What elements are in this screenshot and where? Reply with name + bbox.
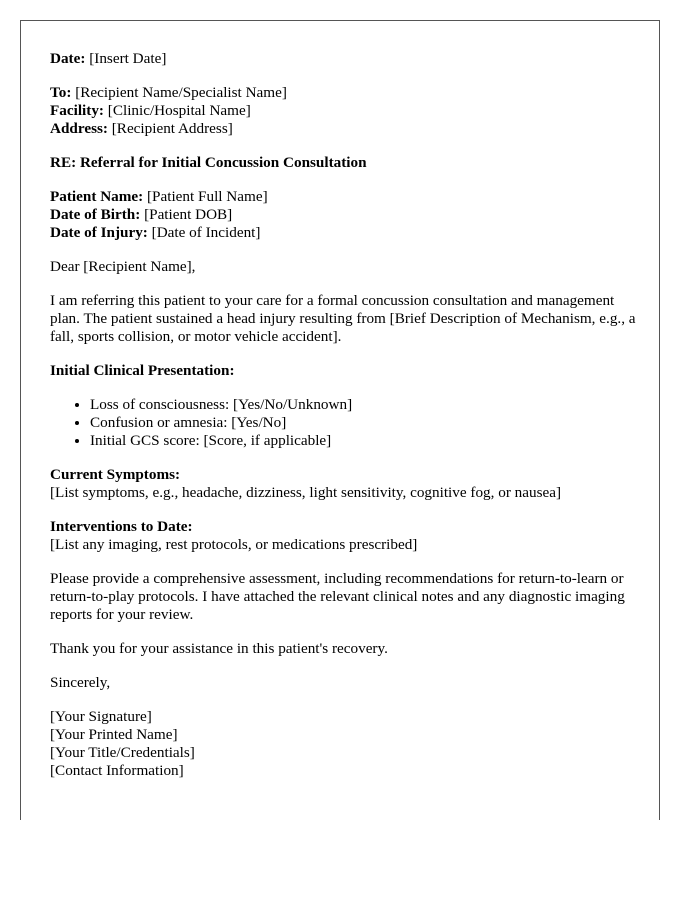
injury-date-label: Date of Injury: <box>50 224 148 241</box>
clinical-heading: Initial Clinical Presentation: <box>50 362 235 379</box>
thanks-paragraph: Thank you for your assistance in this patient's recovery. <box>50 640 388 657</box>
injury-date-line <box>50 224 640 242</box>
to-value: [Recipient Name/Specialist Name] <box>75 84 287 101</box>
contact-line: [Contact Information] <box>50 762 184 779</box>
patient-name-value: [Patient Full Name] <box>147 188 268 205</box>
signature-block <box>50 708 640 780</box>
clinical-list <box>50 396 640 450</box>
facility-line <box>50 102 640 120</box>
letter-body <box>50 50 640 796</box>
address-label: Address: <box>50 120 108 137</box>
patient-dob-line <box>50 206 640 224</box>
date-line <box>50 50 640 68</box>
subject-line: RE: Referral for Initial Concussion Consultation <box>50 154 367 171</box>
patient-name-line <box>50 188 640 206</box>
subject-block <box>50 154 640 172</box>
salutation: Dear [Recipient Name], <box>50 258 196 275</box>
letter-page <box>20 20 660 820</box>
request-paragraph: Please provide a comprehensive assessment, including recommendations for return-to-learn or return-to-play protocols. I have attached the relevant clinical notes and any diagnostic imaging reports for your review. <box>50 570 625 623</box>
symptoms-text: [List symptoms, e.g., headache, dizziness, light sensitivity, cognitive fog, or nausea] <box>50 484 562 501</box>
clinical-heading-block <box>50 362 640 380</box>
date-value: [Insert Date] <box>89 50 167 67</box>
symptoms-heading: Current Symptoms: <box>50 466 181 483</box>
to-label: To: <box>50 84 72 101</box>
signature-line: [Your Signature] <box>50 708 152 725</box>
facility-label: Facility: <box>50 102 104 119</box>
date-label: Date: <box>50 50 86 67</box>
patient-name-label: Patient Name: <box>50 188 144 205</box>
interventions-heading: Interventions to Date: <box>50 518 193 535</box>
interventions-text: [List any imaging, rest protocols, or medications prescribed] <box>50 536 418 553</box>
patient-block <box>50 188 640 242</box>
address-line <box>50 120 640 138</box>
clinical-item-confusion: • Confusion or amnesia: [Yes/No] <box>90 414 640 432</box>
facility-value: [Clinic/Hospital Name] <box>107 102 251 119</box>
patient-dob-label: Date of Birth: <box>50 206 141 223</box>
clinical-item-consciousness: • Loss of consciousness: [Yes/No/Unknown] <box>90 396 640 414</box>
injury-date-value: [Date of Incident] <box>151 224 261 241</box>
address-value: [Recipient Address] <box>111 120 233 137</box>
closing: Sincerely, <box>50 674 111 691</box>
title-line: [Your Title/Credentials] <box>50 744 195 761</box>
date-block <box>50 50 640 68</box>
patient-dob-value: [Patient DOB] <box>144 206 233 223</box>
recipient-block <box>50 84 640 138</box>
printed-name-line: [Your Printed Name] <box>50 726 178 743</box>
symptoms-block <box>50 466 640 502</box>
interventions-block <box>50 518 640 554</box>
intro-paragraph: I am referring this patient to your care for a formal concussion consultation and management plan. The patient sustained a head injury resulting from [Brief Description of Mechanism, e.g., a fall, sports collision, or motor vehicle accident]. <box>50 292 636 345</box>
to-line <box>50 84 640 102</box>
clinical-item-gcs: • Initial GCS score: [Score, if applicable] <box>90 432 640 450</box>
